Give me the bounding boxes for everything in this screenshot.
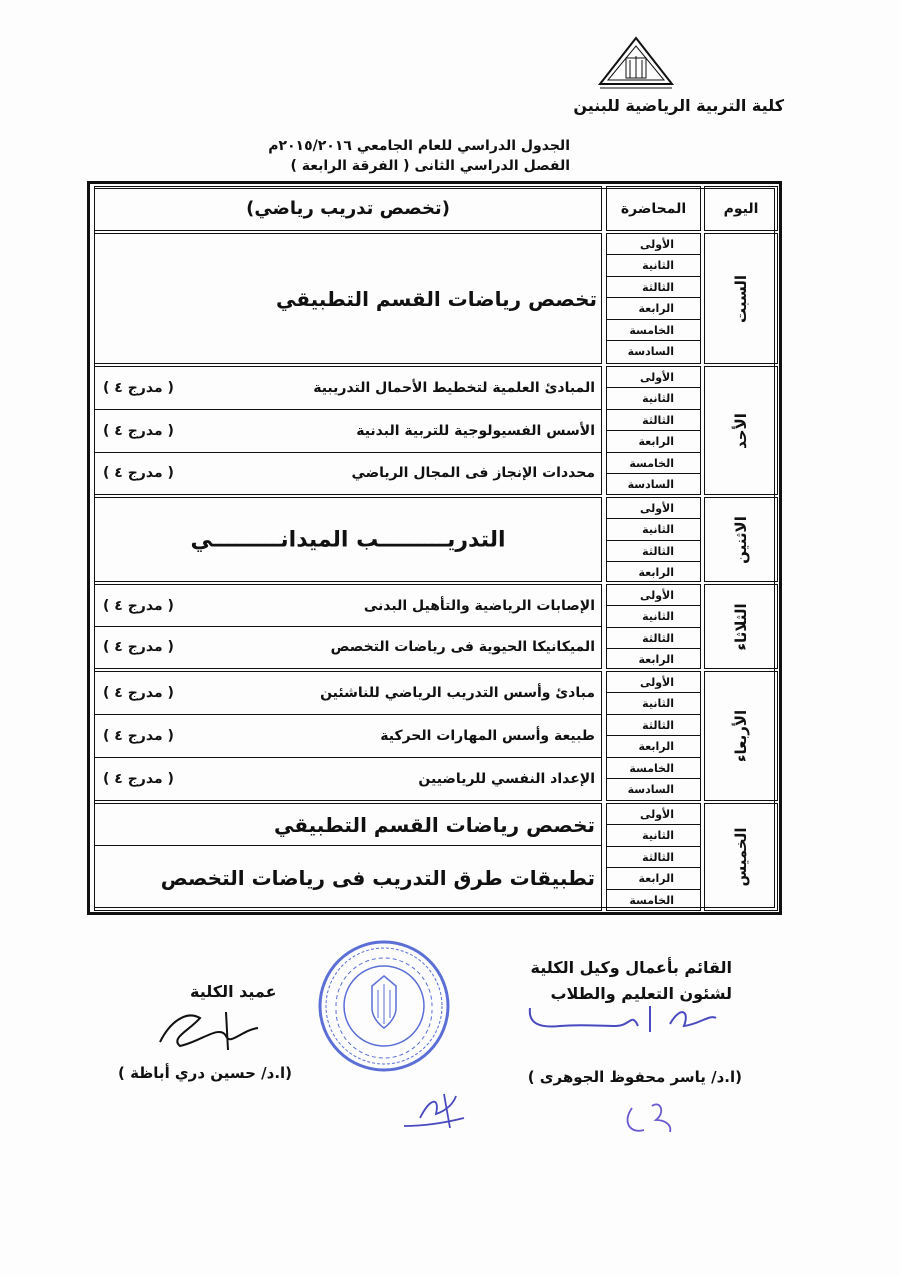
table-row (95, 410, 601, 453)
saturday-subject: تخصص رياضات القسم التطبيقي (275, 286, 597, 311)
lecture-slot: الرابعة (607, 868, 700, 889)
lecture-slot: الخامسة (629, 893, 674, 907)
semester-title: الفصل الدراسي الثانى ( الفرقة الرابعة ) (290, 158, 570, 174)
table-row (95, 367, 601, 410)
lecture-slot: الأولى (607, 585, 700, 606)
subject-name: محددات الإنجاز فى المجال الرياضي (351, 465, 595, 481)
hall-label: ( مدرج ٤ ) (103, 728, 174, 744)
table-row (95, 715, 601, 758)
lecture-slot: الأولى (607, 234, 700, 255)
table-row (95, 453, 601, 493)
vice-dean-title: القائم بأعمال وكيل الكلية (530, 958, 732, 977)
initials-signature-right (620, 1094, 680, 1142)
table-row (95, 627, 601, 667)
header-day: اليوم (704, 186, 778, 231)
lecture-slot: الرابعة (607, 431, 700, 452)
subject-name: المبادئ العلمية لتخطيط الأحمال التدريبية (313, 380, 595, 396)
saturday-content (94, 233, 602, 364)
hall-label: ( مدرج ٤ ) (103, 380, 174, 396)
lecture-slot: الأولى (607, 804, 700, 825)
dean-signature (150, 1002, 270, 1058)
lectures-wednesday (606, 671, 701, 801)
lecture-slot: الأولى (607, 367, 700, 388)
vice-dean-signature (520, 996, 720, 1046)
hall-label: ( مدرج ٤ ) (103, 597, 174, 614)
lecture-slot: الرابعة (638, 653, 674, 667)
university-logo (596, 36, 676, 90)
subject-name: الأسس الفسيولوجية للتربية البدنية (356, 423, 595, 439)
table-row (95, 585, 601, 627)
lecture-slot: الرابعة (607, 736, 700, 757)
dean-name: (ا.د/ حسين دري أباظة ) (118, 1064, 293, 1082)
subject-name: تطبيقات طرق التدريب فى رياضات التخصص (160, 865, 595, 890)
lectures-saturday (606, 233, 701, 364)
monday-content (94, 497, 602, 582)
lecture-slot: الثانية (607, 606, 700, 627)
day-label: السبت (732, 274, 750, 323)
lecture-slot: الثالثة (607, 715, 700, 736)
lecture-slot: الثانية (607, 825, 700, 846)
day-wednesday (704, 671, 778, 801)
lecture-slot: الخامسة (607, 758, 700, 779)
lecture-slot: الأولى (607, 672, 700, 693)
subject-name: طبيعة وأسس المهارات الحركية (380, 728, 595, 744)
lecture-slot: الثالثة (607, 541, 700, 562)
day-label: الأربعاء (732, 709, 750, 763)
table-row (95, 846, 601, 909)
table-row (95, 672, 601, 715)
day-label: الأحد (732, 412, 750, 449)
header-lecture: المحاضرة (606, 186, 701, 231)
hall-label: ( مدرج ٤ ) (103, 639, 174, 655)
table-row (95, 804, 601, 846)
lecture-slot: الثالثة (607, 410, 700, 431)
day-saturday (704, 233, 778, 364)
day-thursday (704, 803, 778, 911)
day-label: الاثنين (732, 515, 750, 564)
hall-label: ( مدرج ٤ ) (103, 685, 174, 701)
hall-label: ( مدرج ٤ ) (103, 465, 174, 481)
lecture-slot: الخامسة (607, 453, 700, 474)
wednesday-content (94, 671, 602, 801)
header-specialization: (تخصص تدريب رياضي) (94, 186, 602, 231)
lecture-slot: السادسة (627, 477, 674, 491)
subject-name: تخصص رياضات القسم التطبيقي (273, 812, 595, 837)
lectures-sunday (606, 366, 701, 495)
subject-name: مبادئ وأسس التدريب الرياضي للناشئين (320, 685, 595, 701)
subject-name: الإصابات الرياضية والتأهيل البدنى (363, 597, 595, 614)
dean-title: عميد الكلية (190, 982, 277, 1001)
lecture-slot: الأولى (607, 498, 700, 519)
lecture-slot: الثالثة (607, 847, 700, 868)
lecture-slot: الثالثة (607, 277, 700, 298)
lecture-slot: الرابعة (638, 566, 674, 580)
hall-label: ( مدرج ٤ ) (103, 770, 174, 787)
subject-name: الميكانيكا الحيوية فى رياضات التخصص (330, 639, 595, 655)
lectures-tuesday (606, 584, 701, 669)
lecture-slot: الرابعة (607, 298, 700, 319)
hall-label: ( مدرج ٤ ) (103, 423, 174, 439)
day-label: الثلاثاء (732, 602, 750, 651)
subject-name: الإعداد النفسي للرياضيين (418, 770, 595, 787)
lecture-slot: الثانية (607, 255, 700, 276)
day-sunday (704, 366, 778, 495)
lectures-thursday (606, 803, 701, 911)
table-row (95, 758, 601, 799)
lecture-slot: الثانية (607, 519, 700, 540)
lecture-slot: السادسة (627, 782, 674, 796)
lecture-slot: السادسة (627, 344, 674, 358)
lecture-slot: الثانية (607, 693, 700, 714)
lectures-monday (606, 497, 701, 582)
thursday-content (94, 803, 602, 911)
lecture-slot: الخامسة (607, 320, 700, 341)
tuesday-content (94, 584, 602, 669)
schedule-title: الجدول الدراسي للعام الجامعي ٢٠١٥/٢٠١٦م (268, 138, 570, 154)
vice-dean-name: (ا.د/ ياسر محفوظ الجوهرى ) (527, 1068, 742, 1086)
college-seal-stamp (316, 938, 452, 1074)
college-name: كلية التربية الرياضية للبنين (573, 96, 784, 115)
initials-signature-left (400, 1088, 470, 1134)
day-monday (704, 497, 778, 582)
day-label: الخميس (732, 827, 750, 887)
field-training-label: التدريـــــــــب الميدانـــــــــي (190, 527, 506, 552)
day-tuesday (704, 584, 778, 669)
sunday-content (94, 366, 602, 495)
lecture-slot: الثالثة (607, 628, 700, 649)
lecture-slot: الثانية (607, 388, 700, 409)
vice-dean-subtitle: لشئون التعليم والطلاب (550, 984, 732, 1003)
